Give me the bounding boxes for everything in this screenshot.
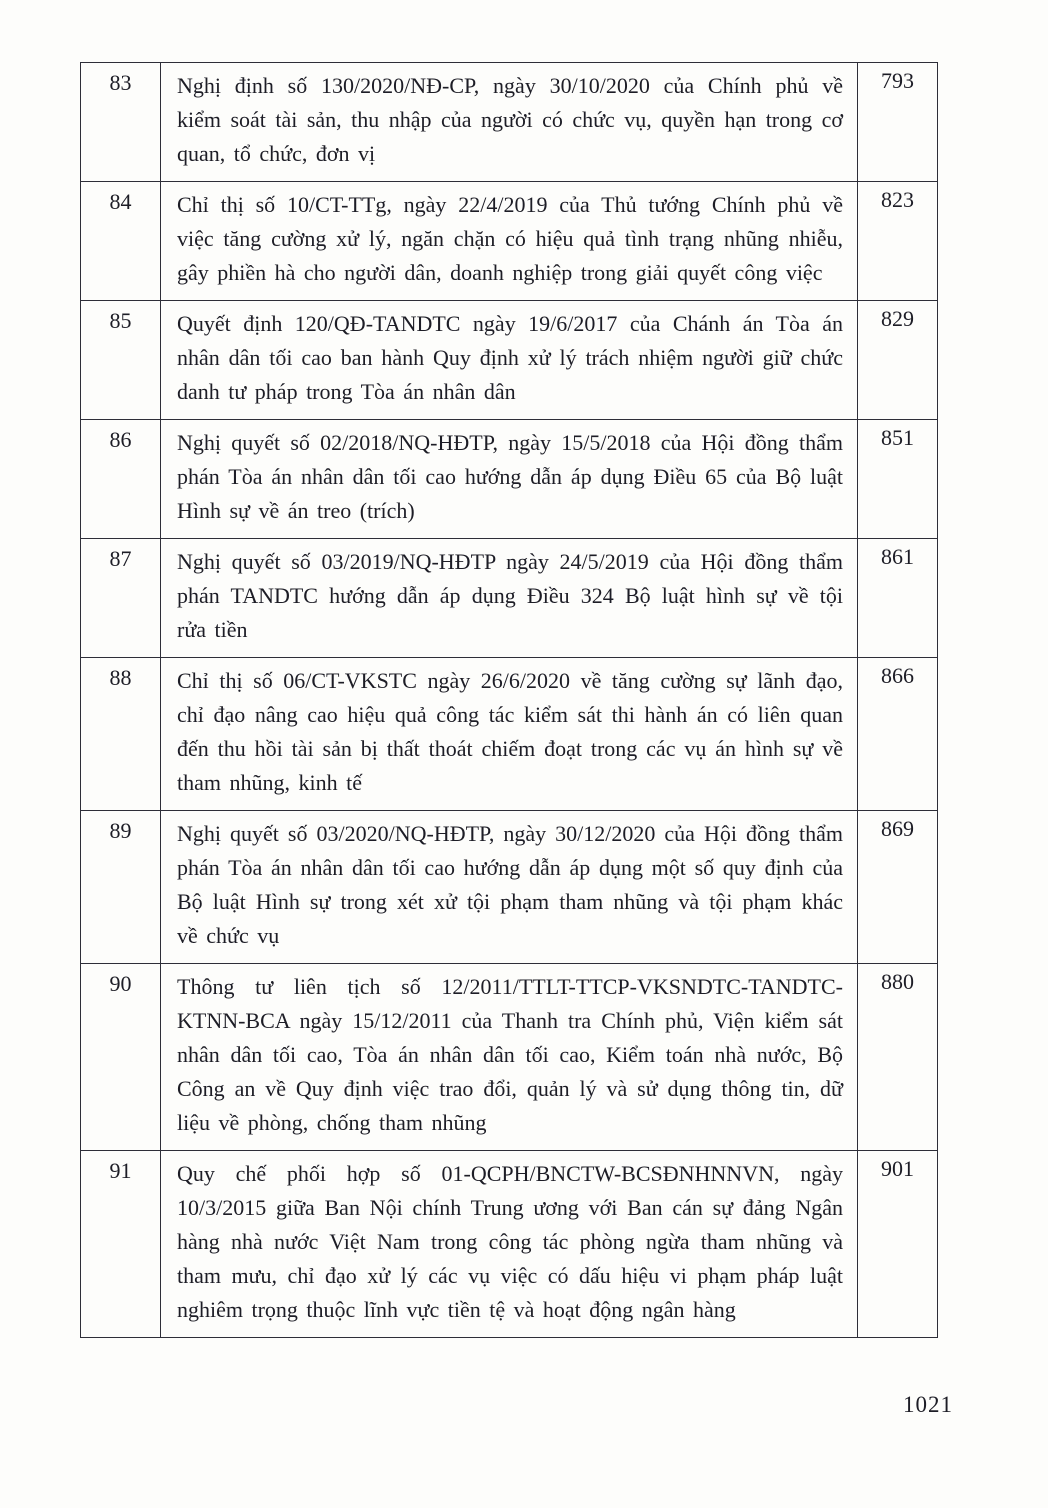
entry-number: 88 [81, 658, 161, 811]
page-number: 1021 [903, 1392, 953, 1417]
table-row [81, 301, 938, 420]
entry-page: 793 [858, 63, 938, 182]
entry-title: Quy chế phối hợp số 01-QCPH/BNCTW-BCSĐNHNNVN, ngày 10/3/2015 giữa Ban Nội chính Trung ương với Ban cán sự đảng Ngân hàng nhà nước Việt Nam trong công tác phòng ngừa tham nhũng và tham mưu, chỉ đạo xử lý các vụ việc có dấu hiệu vi phạm pháp luật nghiêm trọng thuộc lĩnh vực tiền tệ và hoạt động ngân hàng [161, 1151, 858, 1338]
entry-page: 861 [858, 539, 938, 658]
table-row [81, 539, 938, 658]
table-row [81, 182, 938, 301]
entry-title: Chỉ thị số 06/CT-VKSTC ngày 26/6/2020 về tăng cường sự lãnh đạo, chỉ đạo nâng cao hiệu quả công tác kiểm sát thi hành án có liên quan đến thu hồi tài sản bị thất thoát chiếm đoạt trong các vụ án hình sự về tham nhũng, kinh tế [161, 658, 858, 811]
entry-number: 87 [81, 539, 161, 658]
table-row [81, 811, 938, 964]
entry-number: 85 [81, 301, 161, 420]
table-of-contents [80, 62, 938, 1338]
entry-title: Nghị định số 130/2020/NĐ-CP, ngày 30/10/2020 của Chính phủ về kiểm soát tài sản, thu nhập của người có chức vụ, quyền hạn trong cơ quan, tổ chức, đơn vị [161, 63, 858, 182]
entry-number: 89 [81, 811, 161, 964]
entry-title: Nghị quyết số 03/2020/NQ-HĐTP, ngày 30/12/2020 của Hội đồng thẩm phán Tòa án nhân dân tối cao hướng dẫn áp dụng một số quy định của Bộ luật Hình sự trong xét xử tội phạm tham nhũng và tội phạm khác về chức vụ [161, 811, 858, 964]
entry-number: 84 [81, 182, 161, 301]
entry-page: 901 [858, 1151, 938, 1338]
entry-page: 869 [858, 811, 938, 964]
entry-page: 866 [858, 658, 938, 811]
entry-page: 851 [858, 420, 938, 539]
table-row [81, 658, 938, 811]
entry-number: 86 [81, 420, 161, 539]
table-row [81, 63, 938, 182]
table-row [81, 1151, 938, 1338]
table-row [81, 420, 938, 539]
entry-page: 880 [858, 964, 938, 1151]
entry-title: Quyết định 120/QĐ-TANDTC ngày 19/6/2017 của Chánh án Tòa án nhân dân tối cao ban hành Quy định xử lý trách nhiệm người giữ chức danh tư pháp trong Tòa án nhân dân [161, 301, 858, 420]
entry-title: Nghị quyết số 03/2019/NQ-HĐTP ngày 24/5/2019 của Hội đồng thẩm phán TANDTC hướng dẫn áp dụng Điều 324 Bộ luật hình sự về tội rửa tiền [161, 539, 858, 658]
entry-number: 90 [81, 964, 161, 1151]
entry-page: 829 [858, 301, 938, 420]
table-row [81, 964, 938, 1151]
entry-number: 91 [81, 1151, 161, 1338]
entry-title: Nghị quyết số 02/2018/NQ-HĐTP, ngày 15/5/2018 của Hội đồng thẩm phán Tòa án nhân dân tối cao hướng dẫn áp dụng Điều 65 của Bộ luật Hình sự về án treo (trích) [161, 420, 858, 539]
entry-page: 823 [858, 182, 938, 301]
entry-title: Chỉ thị số 10/CT-TTg, ngày 22/4/2019 của Thủ tướng Chính phủ về việc tăng cường xử lý, ngăn chặn có hiệu quả tình trạng nhũng nhiễu, gây phiền hà cho người dân, doanh nghiệp trong giải quyết công việc [161, 182, 858, 301]
entry-number: 83 [81, 63, 161, 182]
entry-title: Thông tư liên tịch số 12/2011/TTLT-TTCP-VKSNDTC-TANDTC-KTNN-BCA ngày 15/12/2011 của Thanh tra Chính phủ, Viện kiểm sát nhân dân tối cao, Tòa án nhân dân tối cao, Kiểm toán nhà nước, Bộ Công an về Quy định việc trao đổi, quản lý và sử dụng thông tin, dữ liệu về phòng, chống tham nhũng [161, 964, 858, 1151]
